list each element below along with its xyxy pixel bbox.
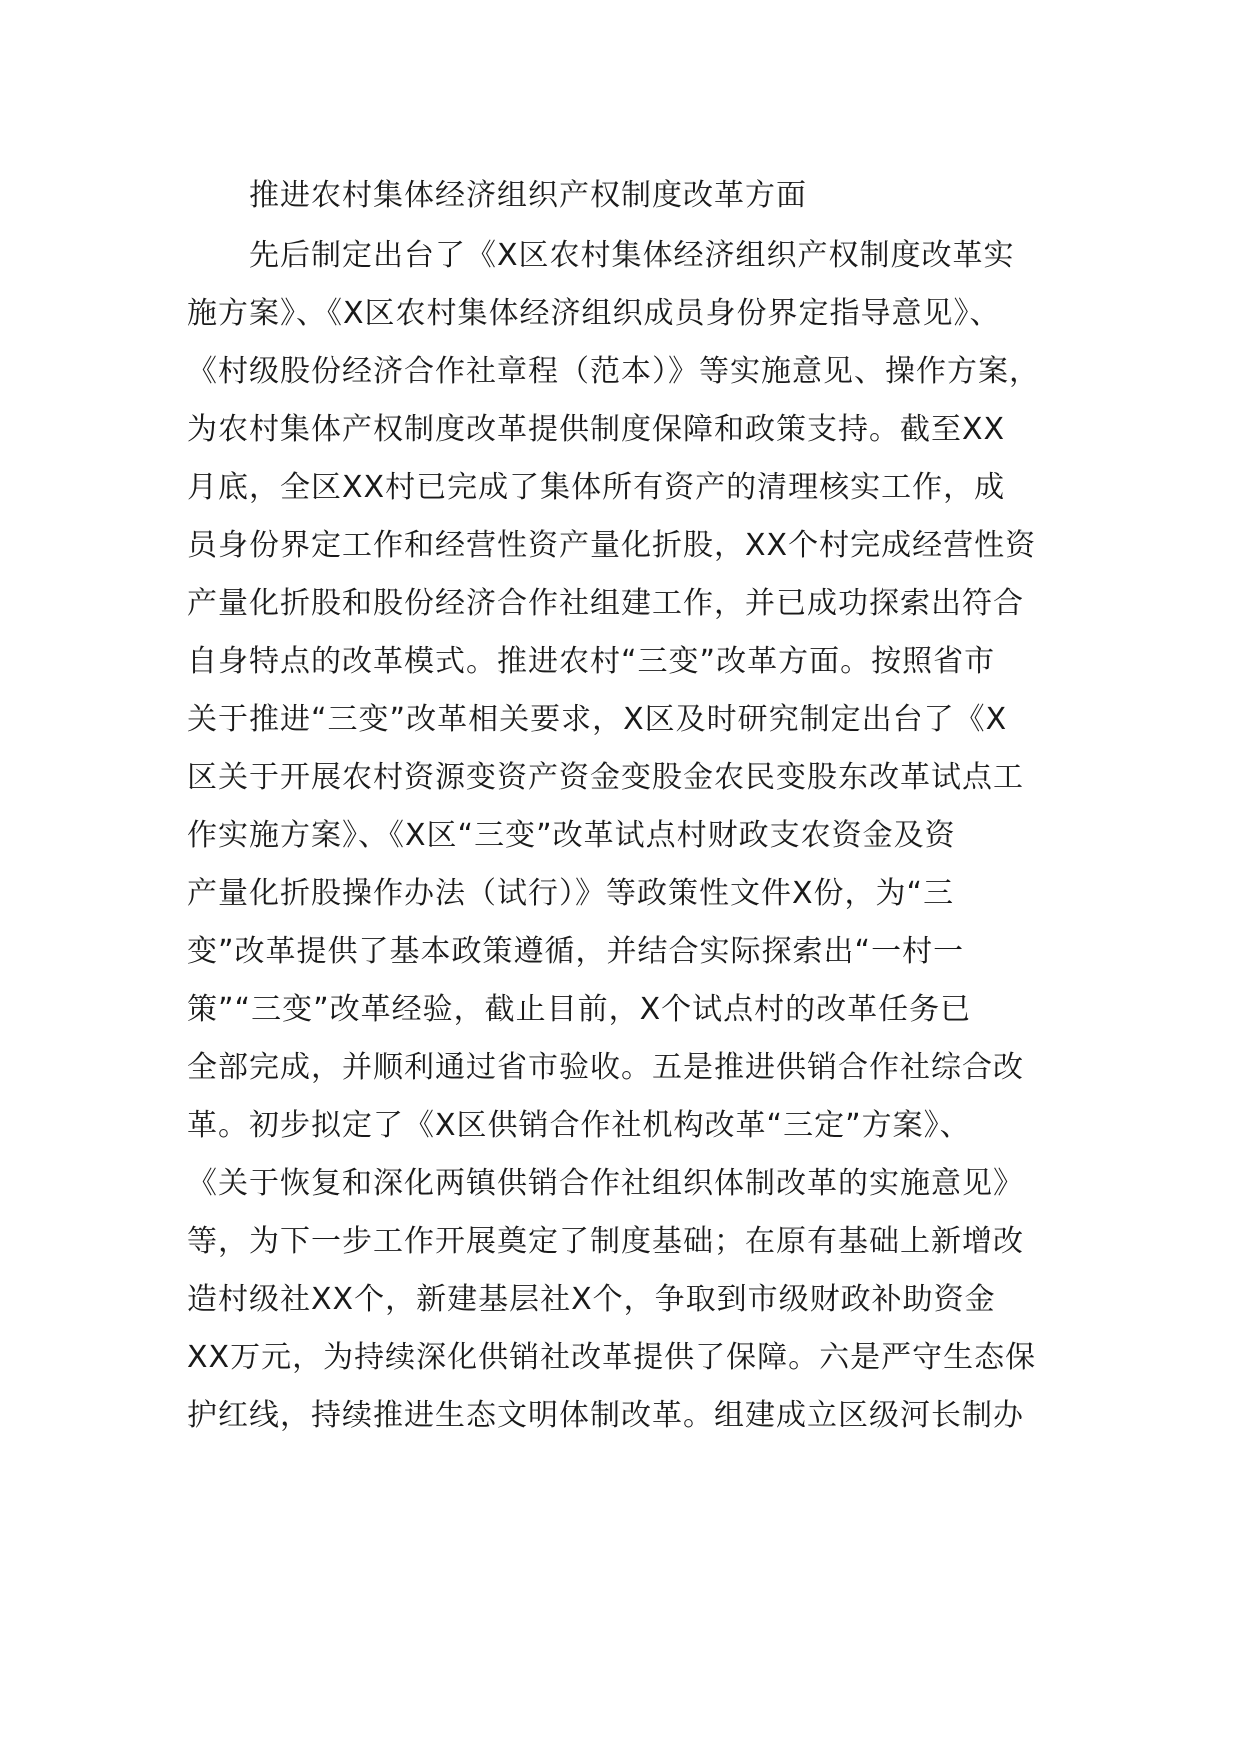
paragraph-line: 产量化折股和股份经济合作社组建工作，并已成功探索出符合 [187,586,1024,621]
paragraph-line: 施方案》、《X区农村集体经济组织成员身份界定指导意见》、 [187,296,1001,331]
paragraph-line: 关于推进“三变”改革相关要求，X区及时研究制定出台了《X [187,702,1008,737]
paragraph-line: 区关于开展农村资源变资产资金变股金农民变股东改革试点工 [187,760,1024,795]
paragraph-line: 作实施方案》、《X区“三变”改革试点村财政支农资金及资 [187,818,956,853]
paragraph-line: 造村级社XX个，新建基层社X个，争取到市级财政补助资金 [187,1282,996,1317]
paragraph-line: 策”“三变”改革经验，截止目前，X个试点村的改革任务已 [187,992,972,1027]
paragraph-line: 《关于恢复和深化两镇供销合作社组织体制改革的实施意见》 [187,1166,1024,1201]
paragraph-line: 等，为下一步工作开展奠定了制度基础；在原有基础上新增改 [187,1224,1024,1259]
paragraph-line: 先后制定出台了《X区农村集体经济组织产权制度改革实 [249,238,1015,273]
section-heading: 推进农村集体经济组织产权制度改革方面 [249,178,807,213]
paragraph-line: 自身特点的改革模式。推进农村“三变”改革方面。按照省市 [187,644,996,679]
paragraph-line: XX万元，为持续深化供销社改革提供了保障。六是严守生态保 [187,1340,1037,1375]
paragraph-line: 护红线，持续推进生态文明体制改革。组建成立区级河长制办 [187,1398,1024,1433]
paragraph-line: 革。初步拟定了《X区供销合作社机构改革“三定”方案》、 [187,1108,971,1143]
paragraph-line: 月底，全区XX村已完成了集体所有资产的清理核实工作，成 [187,470,1006,505]
paragraph-line: 产量化折股操作办法（试行）》等政策性文件X份，为“三 [187,876,955,911]
paragraph-line: 变”改革提供了基本政策遵循，并结合实际探索出“一村一 [187,934,965,969]
paragraph-line: 为农村集体产权制度改革提供制度保障和政策支持。截至XX [187,412,1006,447]
paragraph-line: 《村级股份经济合作社章程（范本）》等实施意见、操作方案， [187,354,1040,389]
paragraph-line: 全部完成，并顺利通过省市验收。五是推进供销合作社综合改 [187,1050,1024,1085]
paragraph-line: 员身份界定工作和经营性资产量化折股，XX个村完成经营性资 [187,528,1037,563]
